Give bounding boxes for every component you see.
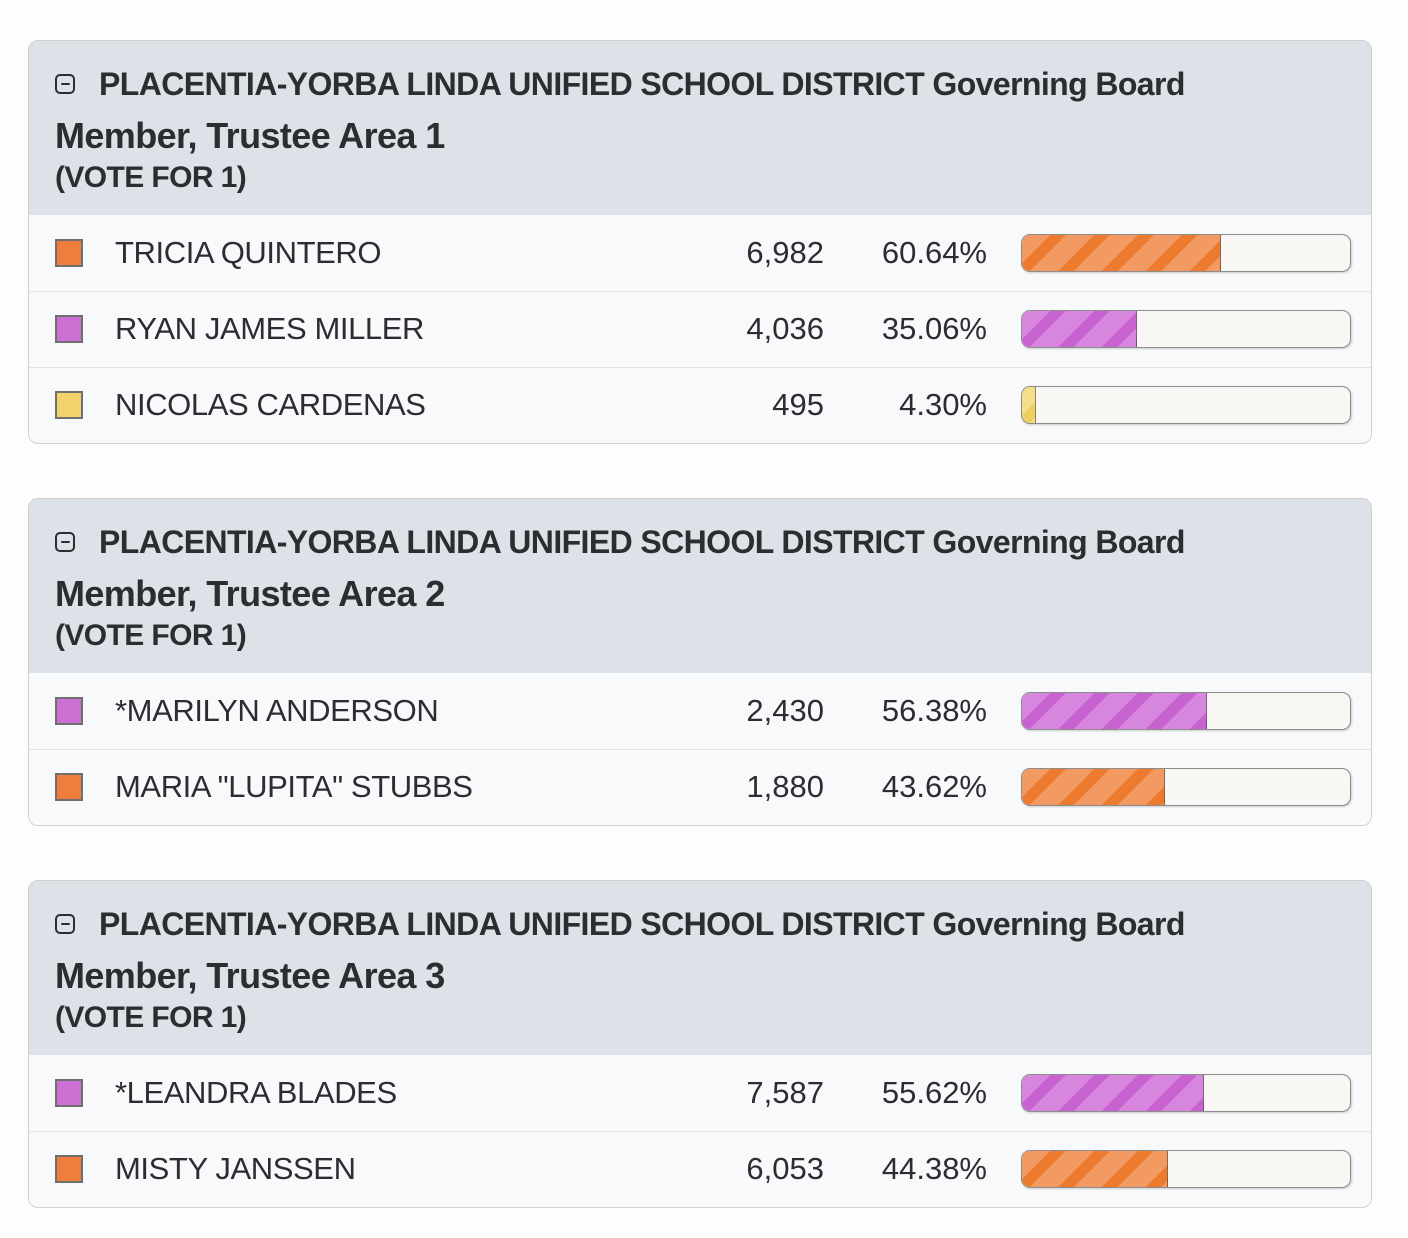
- candidate-color-swatch: [55, 391, 83, 419]
- minus-square-icon[interactable]: [55, 532, 75, 552]
- vote-for-label: (VOTE FOR 1): [55, 161, 247, 194]
- candidate-color-swatch: [55, 773, 83, 801]
- candidate-color-swatch: [55, 315, 83, 343]
- contest-title: PLACENTIA-YORBA LINDA UNIFIED SCHOOL DISTRICT Governing Board: [99, 65, 1185, 102]
- result-bar-track: [1021, 310, 1351, 348]
- contest-title: PLACENTIA-YORBA LINDA UNIFIED SCHOOL DISTRICT Governing Board: [99, 523, 1185, 560]
- result-bar-track: [1021, 1150, 1351, 1188]
- result-bar-track: [1021, 1074, 1351, 1112]
- candidate-vote-count: 4,036: [746, 311, 824, 346]
- contest-title-row: [55, 61, 1345, 107]
- minus-glyph: [61, 541, 70, 544]
- result-bar-fill: [1022, 235, 1221, 271]
- result-bar-fill: [1022, 693, 1207, 729]
- candidate-vote-count: 495: [772, 387, 824, 422]
- contest-header: [29, 881, 1371, 1055]
- candidate-percent: 4.30%: [899, 387, 987, 422]
- candidate-name: *MARILYN ANDERSON: [115, 693, 439, 728]
- result-bar-fill: [1022, 1151, 1168, 1187]
- vote-for-label: (VOTE FOR 1): [55, 619, 247, 652]
- contest-title-row: [55, 901, 1345, 947]
- candidate-percent: 55.62%: [881, 1075, 987, 1110]
- candidate-list: [29, 1055, 1371, 1207]
- candidate-row: [29, 749, 1371, 825]
- candidate-name: *LEANDRA BLADES: [115, 1075, 397, 1110]
- result-bar-track: [1021, 234, 1351, 272]
- candidate-percent: 35.06%: [881, 311, 987, 346]
- candidate-percent: 44.38%: [881, 1151, 987, 1186]
- minus-glyph: [61, 83, 70, 86]
- contest-subtitle: Member, Trustee Area 1: [55, 115, 445, 156]
- candidate-row: [29, 673, 1371, 749]
- result-bar-fill: [1022, 387, 1036, 423]
- candidate-percent: 43.62%: [881, 769, 987, 804]
- candidate-list: [29, 215, 1371, 443]
- result-bar-track: [1021, 386, 1351, 424]
- candidate-color-swatch: [55, 239, 83, 267]
- contest-card: [28, 498, 1372, 826]
- contest-subtitle: Member, Trustee Area 3: [55, 955, 445, 996]
- candidate-name: RYAN JAMES MILLER: [115, 311, 425, 346]
- contest-subtitle: Member, Trustee Area 2: [55, 573, 445, 614]
- candidate-row: [29, 215, 1371, 291]
- contest-card: [28, 40, 1372, 444]
- contest-title-row: [55, 519, 1345, 565]
- candidate-row: [29, 1055, 1371, 1131]
- candidate-vote-count: 6,053: [746, 1151, 824, 1186]
- candidate-name: NICOLAS CARDENAS: [115, 387, 426, 422]
- candidate-vote-count: 7,587: [746, 1075, 824, 1110]
- result-bar-track: [1021, 692, 1351, 730]
- candidate-vote-count: 6,982: [746, 235, 824, 270]
- candidate-name: MARIA "LUPITA" STUBBS: [115, 769, 473, 804]
- candidate-name: TRICIA QUINTERO: [115, 235, 382, 270]
- minus-glyph: [61, 923, 70, 926]
- result-bar-fill: [1022, 769, 1165, 805]
- contest-title: PLACENTIA-YORBA LINDA UNIFIED SCHOOL DISTRICT Governing Board: [99, 905, 1185, 942]
- contest-header: [29, 41, 1371, 215]
- candidate-color-swatch: [55, 1155, 83, 1183]
- candidate-percent: 60.64%: [881, 235, 987, 270]
- vote-for-label: (VOTE FOR 1): [55, 1001, 247, 1034]
- candidate-row: [29, 367, 1371, 443]
- candidate-vote-count: 2,430: [746, 693, 824, 728]
- candidate-name: MISTY JANSSEN: [115, 1151, 356, 1186]
- candidate-row: [29, 291, 1371, 367]
- candidate-color-swatch: [55, 1079, 83, 1107]
- contest-header: [29, 499, 1371, 673]
- result-bar-fill: [1022, 311, 1137, 347]
- result-bar-track: [1021, 768, 1351, 806]
- minus-square-icon[interactable]: [55, 914, 75, 934]
- candidate-percent: 56.38%: [881, 693, 987, 728]
- candidate-color-swatch: [55, 697, 83, 725]
- contest-card: [28, 880, 1372, 1208]
- minus-square-icon[interactable]: [55, 74, 75, 94]
- candidate-row: [29, 1131, 1371, 1207]
- candidate-list: [29, 673, 1371, 825]
- candidate-vote-count: 1,880: [746, 769, 824, 804]
- result-bar-fill: [1022, 1075, 1204, 1111]
